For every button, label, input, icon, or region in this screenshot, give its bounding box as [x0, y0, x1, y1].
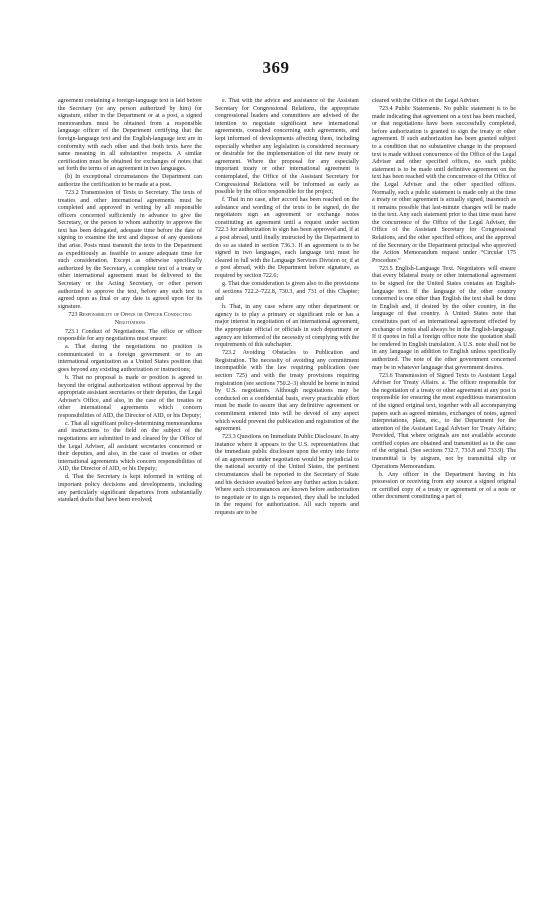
- section-heading: 723 Responsibility of Office or Officer Conducting Negotiations: [68, 312, 192, 326]
- paragraph: agreement containing a foreign-language text is laid before the Secretary (or any person authorized by him) for signature, either in the Department or at a post, a signed memorandum must be obtained from a responsible language officer of the Department certifying that the foreign-language text and the English-language text are in conformity with each other and that both texts have the same meaning in all substantive respects. A similar certification must be obtained for exchanges of notes that set forth the terms of an agreement in two languages.: [58, 98, 202, 173]
- paragraph: 723.5 English-Language Text. Negotiators will ensure that every bilateral treaty or other international agreement to be signed for the United States contains an English-language text. If the language of the other country concerned is one other than English the text shall be done in English and, if desired by the other country, in the language of that country. A United States note that constitutes part of an international agreement effected by exchange of notes shall always be in the English-language. If it quotes in full a foreign office note the quotation shall be rendered in English translation. A U.S. note shall not be in any language in addition to English unless specifically authorized. The note of the other government concerned may be in whatever language that government desires.: [372, 265, 516, 371]
- text-column-left: [58, 98, 202, 888]
- paragraph: b. That no proposal is made or position is agreed to beyond the original authorization without approval by the appropriate assistant secretaries or their deputies, the Legal Adviser's Office, and also, in the case of the treaties or other international agreements which concern responsibilities of AID, the Director of AID, or his Deputy;: [58, 374, 202, 419]
- paragraph: f. That in no case, after accord has been reached on the substance and wording of the texts to be signed, do the negotiators sign an agreement or exchange notes constituting an agreement until a request under section 722.3 for authorization to sign has been approved and, if at a post abroad, until finally instructed by the Department to do so as stated in section 736.3. If an agreement is to be signed in two languages, each language text must be cleared in full with the Language Services Division or, if at a post abroad, with the Department before signature, as required by section 722.6;: [215, 197, 359, 280]
- text-column-right: [372, 98, 516, 888]
- paragraph: c. That all significant policy-determining memorandums and instructions to the field on the subject of the negotiations are submitted to and cleared by the Office of the Legal Adviser, all assistant secretaries concerned or their deputies, and also, in the case of treaties or other international agreements which concern responsibilities of AID, the Director of AID, or his Deputy;: [58, 420, 202, 473]
- paragraph: 723.2 Transmission of Texts to Secretary. The texts of treaties and other international agreements must be completed and approved in writing by all responsible officers concerned sufficiently in advance to give the Secretary, or the person to whom authority to approve the text has been delegated, adequate time before the date of signing to examine the text and dispose of any questions that arise. Posts must transmit the texts to the Department as expeditiously as feasible to assure adequate time for such consideration. Except as otherwise specifically authorized by the Secretary, a complete text of a treaty or other international agreement must be delivered to the Secretary or the Acting Secretary, or other person authorized to approve the text, before any such text is agreed upon as final or any date is agreed upon for its signature.: [58, 189, 202, 310]
- paragraph: e. That with the advice and assistance of the Assistant Secretary for Congressional Relations, the appropriate congressional leaders and committees are advised of the intention to negotiate significant new international agreements, consulted concerning such agreements, and kept informed of developments affecting them, including especially whether any legislation is considered necessary or desirable for the implementation of the new treaty or agreement. Where the proposal for any especially important treaty or other international agreement is contemplated, the Office of the Assistant Secretary for Congressional Relations will be informed as early as possible by the office responsible for the project;: [215, 98, 359, 196]
- text-column-middle: [215, 98, 359, 888]
- paragraph: cleared with the Office of the Legal Adviser.: [372, 98, 480, 104]
- paragraph: (b) In exceptional circumstances the Department can authorize the certification to be made at a post.: [58, 174, 202, 188]
- paragraph: d. That the Secretary is kept informed in writing of important policy decisions and developments, including any particularly significant departures from substantially standard drafts that have been evolved;: [58, 474, 202, 504]
- paragraph: a. That during the negotiations no position is communicated to a foreign government or to an international organization as a United States position that goes beyond any existing authorization or instructions;: [58, 344, 202, 373]
- page-number: 369: [262, 58, 290, 77]
- paragraph: h. That, in any case where any other department or agency is to play a primary or significant role or has a major interest in negotiation of an international agreement, the appropriate official or officials in such department or agency are informed of the necessity of complying with the requirements of this subchapter.: [215, 304, 359, 349]
- paragraph: b. Any officer in the Department having in his possession or receiving from any source a signed original or certified copy of a treaty or agreement or of a note or other document constituting a part of: [372, 471, 516, 501]
- paragraph: g. That due consideration is given also to the provisions of sections 722.2–722.8, 730.3, and 731 of this Chapter; and: [215, 281, 359, 303]
- paragraph: 723.6 Transmission of Signed Texts to Assistant Legal Adviser for Treaty Affairs. a. The officer responsible for the negotiation of a treaty or other agreement at any post is responsible for ensuring the most expeditious transmission of the signed original text, together with all accompanying papers such as agreed minutes, exchanges of notes, agreed interpretations, plans, etc., to the Department for the attention of the Assistant Legal Adviser for Treaty Affairs; Provided, That where originals are not available accurate certified copies are obtained and transmitted as in the case of the original. (See sections 732.7, 733.8 and 733.9). The transmittal is by airgram, not by transmittal slip or Operations Memorandum.: [372, 372, 516, 470]
- paragraph: 723.3 Questions on Immediate Public Disclosure. In any instance where it appears to the U.S. representatives that the immediate public disclosure upon the entry into force of an agreement under negotiation would be prejudicial to the national security of the United States, the pertinent circumstances shall be reported to the Secretary of State and his decision awaited before any further action is taken. Where such circumstances are known before authorization to negotiate or to sign is requested, they shall be included in the request for authorization. All such reports and requests are to be: [215, 434, 359, 517]
- paragraph: 723.4 Public Statements. No public statement is to be made indicating that agreement on a text has been reached, or that negotiations have been successfully completed, before authorization is granted to sign the treaty or other agreement. If such authorization has been granted subject to a condition that no substantive change in the proposed text is made without concurrence of the Office of the Legal Adviser and other specified offices, no such public statement is to be made until definitive agreement on the text has been reached with the concurrence of the Office of the Legal Adviser and the other specified offices. Normally, such a public statement is made only at the time a treaty or other agreement is actually signed, inasmuch as it remains possible that last-minute changes will be made in the text. Any such statement prior to that time must have the concurrence of the Office of the Legal Adviser, the Office of the Assistant Secretary for Congressional Relations, and the other specified offices, and the approval of the Secretary or the Department principal who approved the Action Memorandum request under “Circular 175 Procedure.”: [372, 105, 516, 264]
- paragraph: 723.2 Avoiding Obstacles to Publication and Registration. The necessity of avoiding any commitment incompatible with the law requiring publication (see section 725) and with the treaty provisions requiring registration (see sections 750.2–3) should be borne in mind by U.S. negotiators. Although negotiations may be conducted on a confidential basis, every practicable effort must be made to assure that any definitive agreement or commitment entered into will be devoid of any aspect which would prevent the publication and registration of the agreement.: [215, 350, 359, 433]
- paragraph: 723.1 Conduct of Negotiations. The office or officer responsible for any negotiations must ensure:: [58, 328, 202, 343]
